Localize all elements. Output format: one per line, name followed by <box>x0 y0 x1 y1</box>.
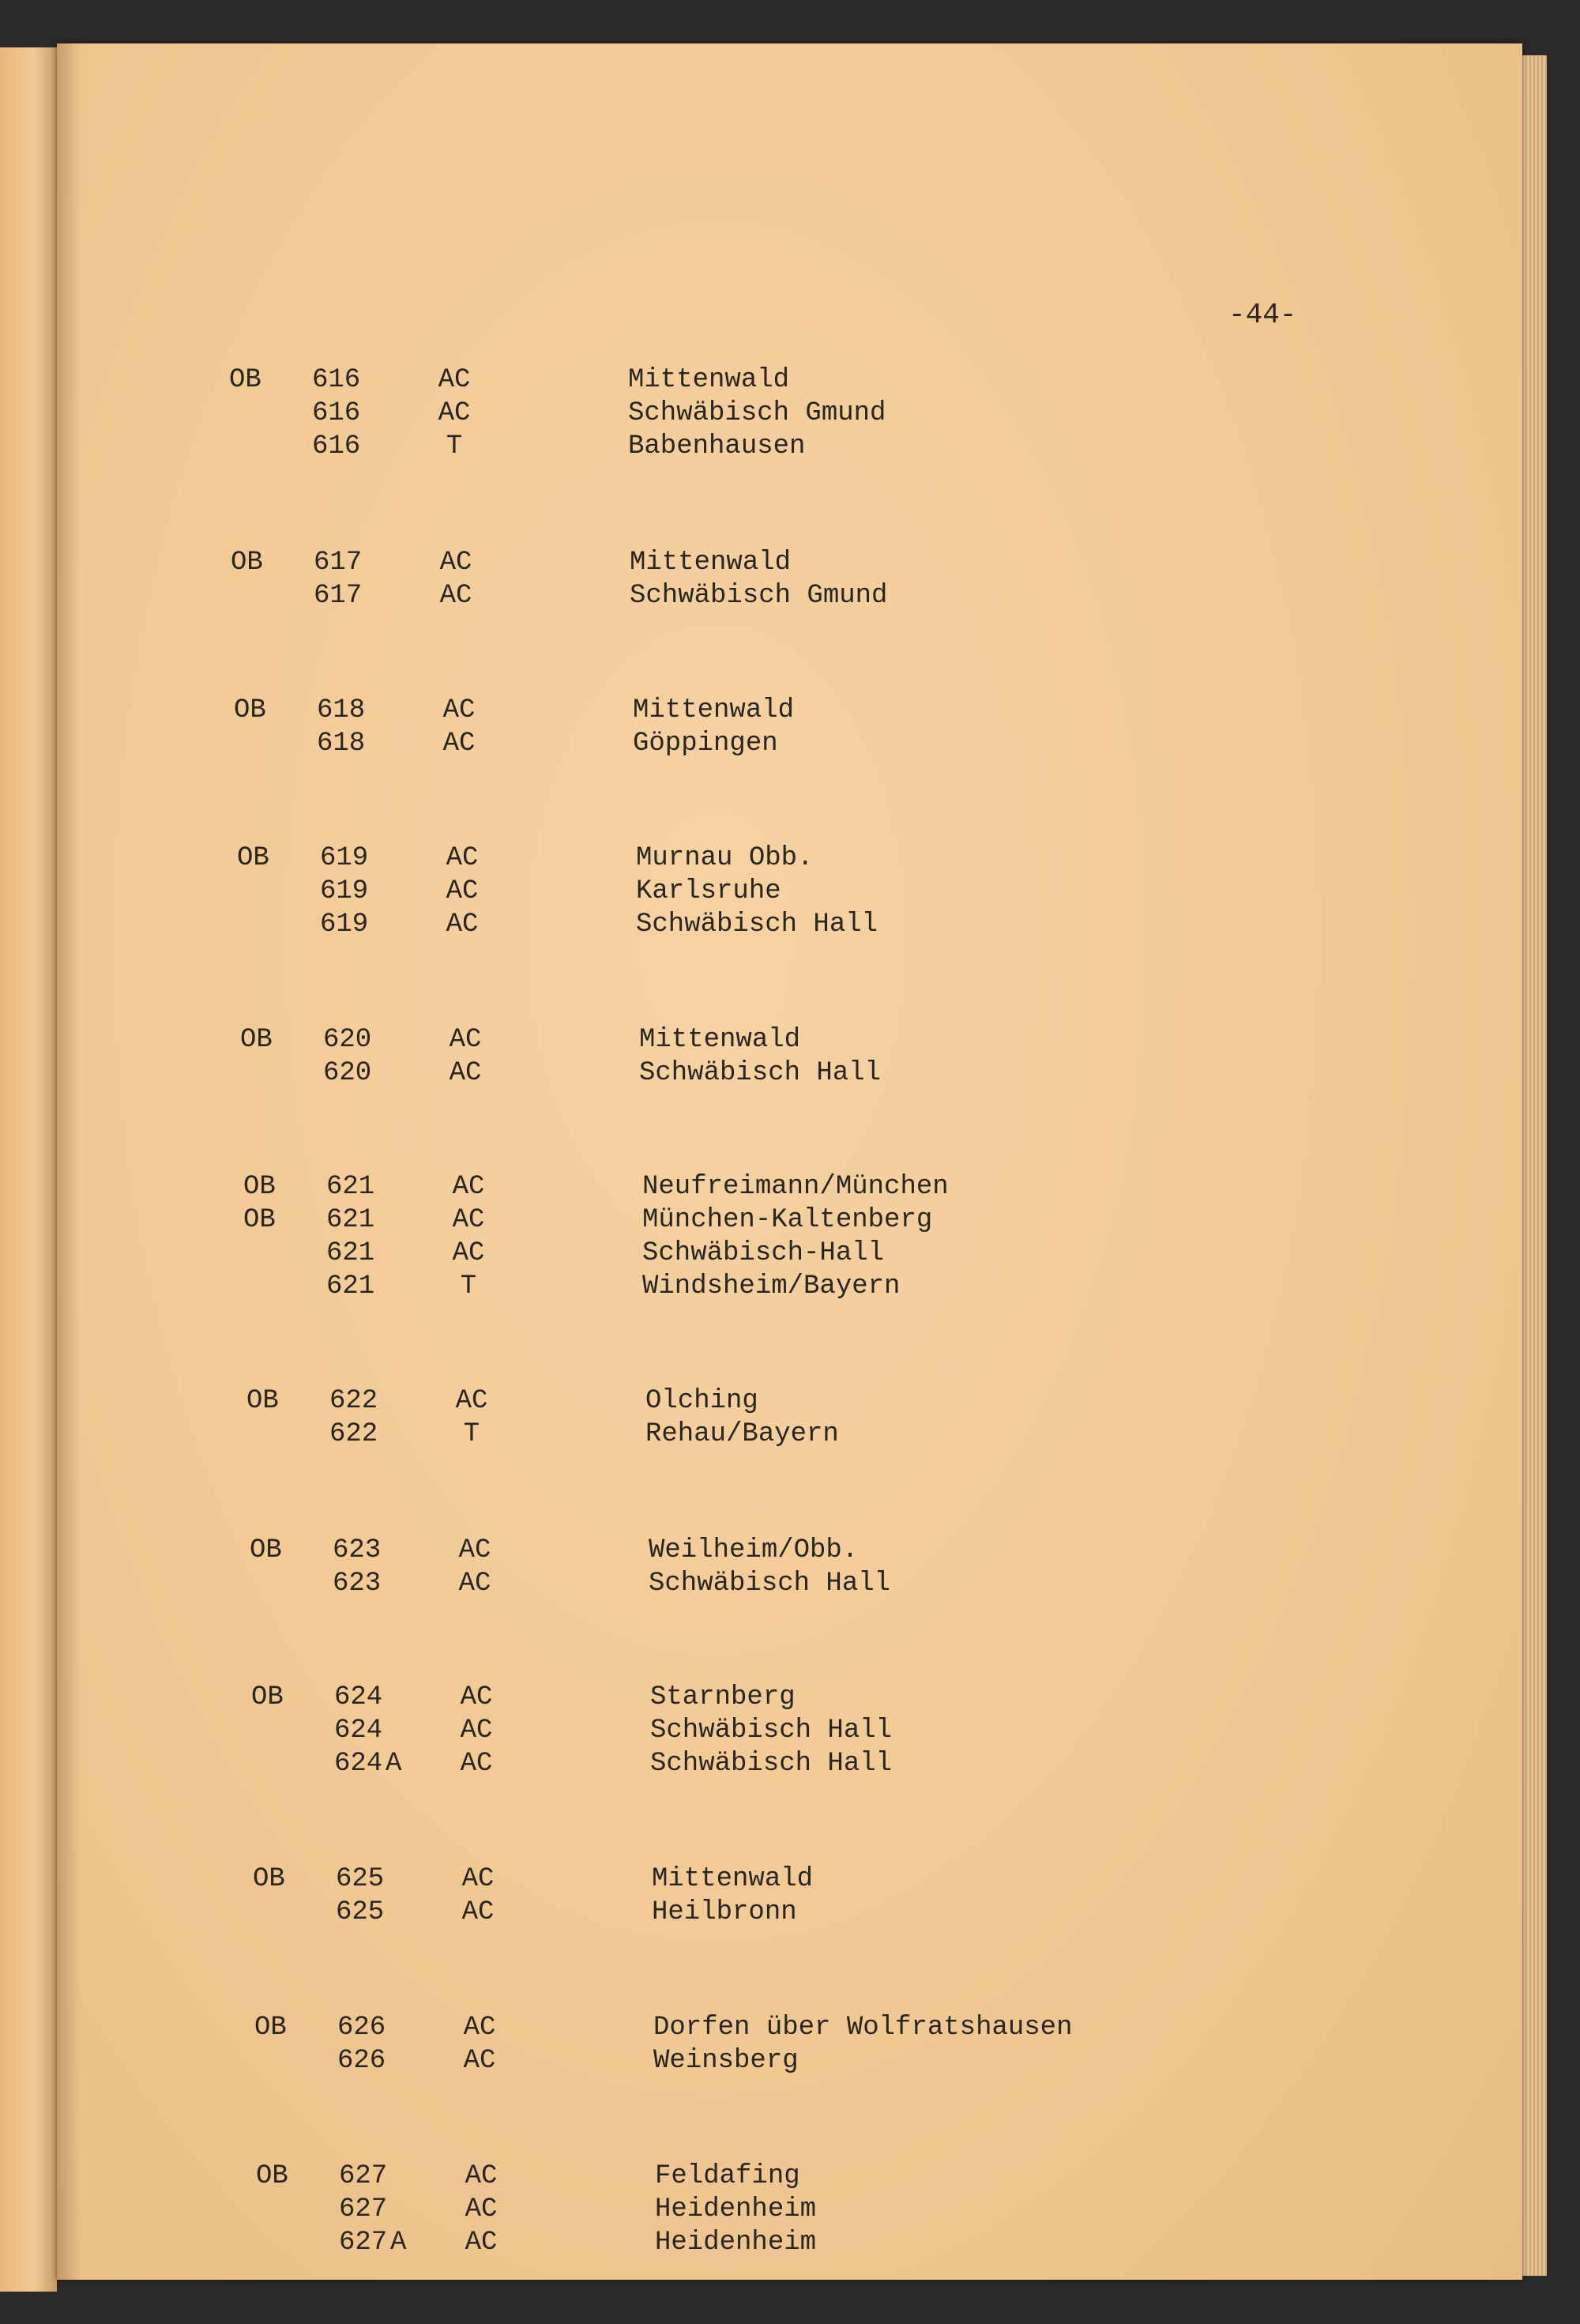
unit-location: Schwäbisch Hall <box>639 1058 882 1088</box>
unit-number: 622 <box>329 1419 378 1449</box>
unit-number: 624 <box>334 1716 383 1746</box>
unit-number: 627 <box>339 2228 388 2258</box>
unit-number: 626 <box>337 2013 386 2043</box>
unit-prefix: OB <box>229 365 261 395</box>
unit-location: Heidenheim <box>655 2228 817 2258</box>
unit-code: AC <box>463 2046 496 2076</box>
unit-code: AC <box>461 1864 495 1894</box>
unit-code: AC <box>458 1535 491 1565</box>
unit-location: Schwäbisch Hall <box>650 1716 893 1746</box>
unit-number: 620 <box>323 1025 372 1055</box>
unit-number: 623 <box>333 1569 382 1599</box>
unit-location: Heilbronn <box>652 1897 797 1927</box>
unit-location: Weinsberg <box>653 2046 799 2076</box>
adjacent-page-edge <box>0 47 57 2292</box>
unit-number: 616 <box>312 398 361 428</box>
unit-code: AC <box>452 1205 485 1235</box>
unit-location: Murnau Obb. <box>636 843 814 873</box>
unit-number: 624 <box>334 1682 383 1712</box>
unit-code: AC <box>438 398 471 428</box>
unit-code: AC <box>439 548 472 578</box>
unit-number: 624 <box>334 1749 383 1779</box>
unit-location: Schwäbisch Hall <box>636 910 878 940</box>
unit-location: Schwäbisch Hall <box>650 1749 893 1779</box>
unit-prefix: OB <box>256 2161 288 2191</box>
unit-code: AC <box>442 695 476 725</box>
unit-location: Mittenwald <box>628 365 790 395</box>
unit-number: 619 <box>320 910 369 940</box>
unit-location: Mittenwald <box>630 548 792 578</box>
unit-prefix: OB <box>253 1864 285 1894</box>
unit-code: AC <box>446 876 479 906</box>
unit-code: AC <box>449 1058 482 1088</box>
unit-prefix: OB <box>237 843 269 873</box>
unit-number: 625 <box>336 1864 385 1894</box>
unit-number: 621 <box>326 1271 375 1301</box>
unit-code: AC <box>442 729 476 759</box>
unit-prefix: OB <box>243 1205 276 1235</box>
unit-location: Dorfen über Wolfratshausen <box>653 2013 1073 2043</box>
unit-location: Olching <box>645 1386 758 1416</box>
unit-number: 620 <box>323 1058 372 1088</box>
unit-number: 622 <box>329 1386 378 1416</box>
unit-location: Schwäbisch Gmund <box>628 398 886 428</box>
unit-code: AC <box>465 2194 498 2224</box>
unit-code: AC <box>455 1386 488 1416</box>
unit-number: 627 <box>339 2194 388 2224</box>
unit-suffix: A <box>386 1749 402 1779</box>
gutter-shadow <box>57 43 81 2280</box>
unit-location: Starnberg <box>650 1682 796 1712</box>
unit-location: Göppingen <box>633 729 778 759</box>
unit-prefix: OB <box>251 1682 284 1712</box>
unit-location: Neufreimann/München <box>642 1172 949 1202</box>
unit-prefix: OB <box>243 1172 276 1202</box>
unit-code: AC <box>439 581 472 611</box>
unit-number: 616 <box>312 365 361 395</box>
unit-number: 627 <box>339 2161 388 2191</box>
unit-code: AC <box>465 2161 498 2191</box>
unit-code: AC <box>460 1682 493 1712</box>
unit-number: 619 <box>320 876 369 906</box>
unit-location: Karlsruhe <box>636 876 781 906</box>
unit-number: 618 <box>317 729 366 759</box>
unit-location: Windsheim/Bayern <box>642 1271 901 1301</box>
unit-number: 625 <box>336 1897 385 1927</box>
unit-location: Mittenwald <box>639 1025 801 1055</box>
unit-number: 617 <box>314 548 363 578</box>
unit-number: 617 <box>314 581 363 611</box>
unit-location: Rehau/Bayern <box>645 1419 839 1449</box>
unit-location: München-Kaltenberg <box>642 1205 933 1235</box>
unit-code: AC <box>446 910 479 940</box>
unit-location: Heidenheim <box>655 2194 817 2224</box>
unit-number: 626 <box>337 2046 386 2076</box>
unit-suffix: A <box>390 2228 407 2258</box>
unit-code: AC <box>452 1238 485 1268</box>
unit-number: 619 <box>320 843 369 873</box>
unit-code: AC <box>460 1716 493 1746</box>
unit-location: Schwäbisch-Hall <box>642 1238 885 1268</box>
unit-code: AC <box>463 2013 496 2043</box>
unit-number: 621 <box>326 1238 375 1268</box>
unit-prefix: OB <box>254 2013 287 2043</box>
unit-prefix: OB <box>234 695 266 725</box>
unit-location: Mittenwald <box>652 1864 814 1894</box>
unit-number: 623 <box>333 1535 382 1565</box>
unit-number: 621 <box>326 1172 375 1202</box>
unit-code: AC <box>461 1897 495 1927</box>
unit-number: 621 <box>326 1205 375 1235</box>
unit-prefix: OB <box>231 548 263 578</box>
unit-code: AC <box>465 2228 498 2258</box>
unit-code: AC <box>460 1749 493 1779</box>
unit-code: AC <box>449 1025 482 1055</box>
unit-location: Babenhausen <box>628 431 806 461</box>
unit-location: Schwäbisch Gmund <box>630 581 888 611</box>
document-page <box>57 43 1522 2280</box>
unit-prefix: OB <box>250 1535 282 1565</box>
unit-location: Weilheim/Obb. <box>649 1535 859 1565</box>
unit-number: 616 <box>312 431 361 461</box>
unit-location: Schwäbisch Hall <box>649 1569 891 1599</box>
page-number: -44- <box>1228 299 1297 331</box>
unit-code: T <box>463 1419 480 1449</box>
unit-number: 618 <box>317 695 366 725</box>
unit-code: T <box>446 431 463 461</box>
unit-code: T <box>460 1271 477 1301</box>
unit-code: AC <box>458 1569 491 1599</box>
unit-code: AC <box>446 843 479 873</box>
unit-location: Feldafing <box>655 2161 800 2191</box>
unit-prefix: OB <box>246 1386 279 1416</box>
unit-code: AC <box>452 1172 485 1202</box>
unit-prefix: OB <box>240 1025 273 1055</box>
unit-location: Mittenwald <box>633 695 795 725</box>
unit-code: AC <box>438 365 471 395</box>
